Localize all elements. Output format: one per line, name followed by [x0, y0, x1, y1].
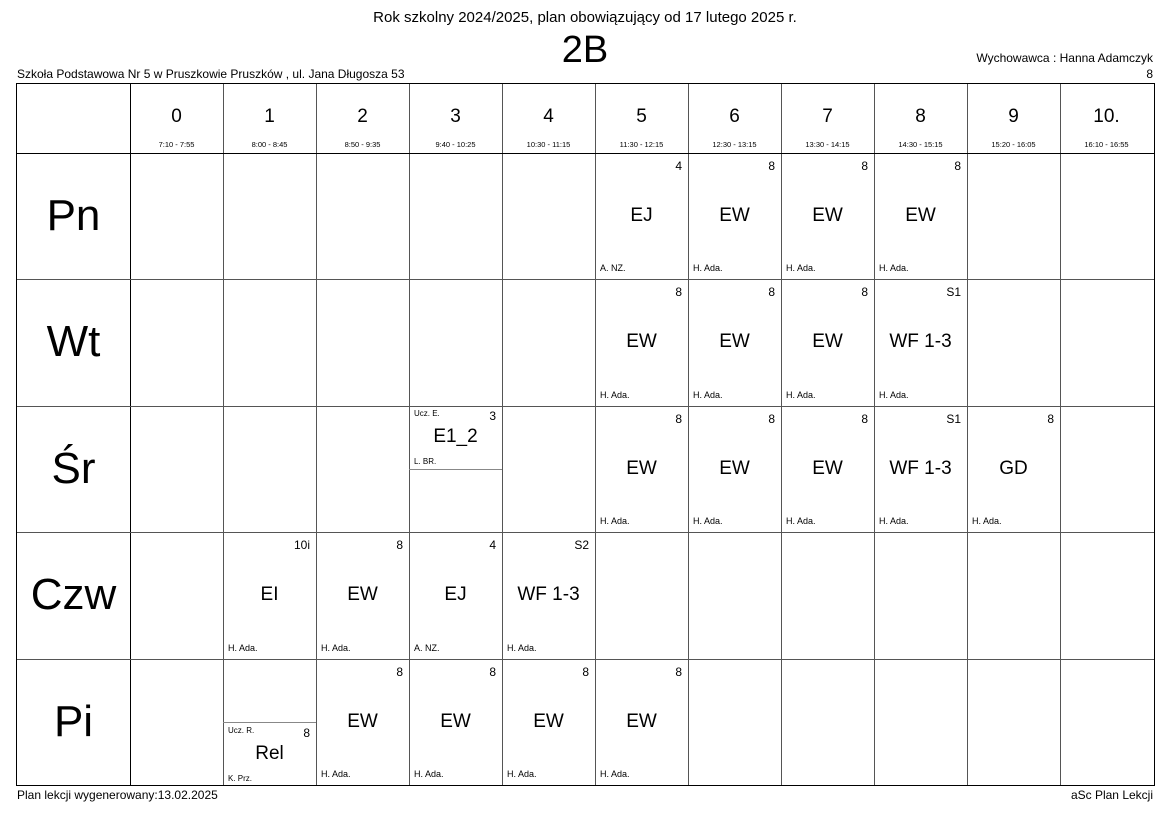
grid-line-horizontal	[17, 153, 1154, 154]
lesson-cell[interactable]	[781, 153, 874, 279]
period-time: 15:20 - 16:05	[991, 140, 1036, 149]
lesson-cell[interactable]	[688, 153, 781, 279]
lesson-subject: EW	[719, 331, 750, 353]
lesson-subject: E1_2	[433, 425, 478, 447]
lesson-cell[interactable]	[502, 532, 595, 658]
day-label: Śr	[51, 443, 96, 493]
lesson-room: 8	[861, 159, 868, 173]
lesson-subject: EJ	[444, 584, 467, 606]
lesson-cell[interactable]	[874, 279, 967, 405]
lesson-teacher: A. NZ.	[414, 642, 440, 653]
lesson-room: 8	[768, 159, 775, 173]
lesson-room: 8	[1047, 411, 1054, 426]
period-header	[1060, 84, 1153, 153]
lesson-cell[interactable]	[874, 406, 967, 532]
lesson-teacher: K. Prz.	[228, 773, 253, 783]
lesson-subject: EW	[626, 331, 657, 353]
period-time: 8:50 - 9:35	[344, 140, 381, 149]
lesson-teacher: H. Ada.	[786, 516, 816, 527]
lesson-cell[interactable]	[502, 659, 595, 785]
day-label: Pn	[46, 191, 101, 240]
lesson-teacher: H. Ada.	[786, 389, 816, 400]
lesson-subject: EI	[260, 584, 279, 606]
lesson-cell[interactable]	[223, 532, 316, 658]
period-time: 10:30 - 11:15	[526, 140, 571, 149]
lesson-room: 3	[489, 408, 496, 423]
lesson-teacher: A. NZ.	[600, 263, 626, 274]
lesson-room: 8	[489, 664, 496, 679]
timetable-grid	[16, 83, 1155, 786]
lesson-subject: WF 1-3	[889, 331, 952, 353]
period-number: 4	[543, 106, 554, 127]
lesson-room: 8	[675, 664, 682, 679]
lesson-cell[interactable]	[781, 279, 874, 405]
period-number: 3	[450, 106, 461, 127]
generated-date: Plan lekcji wygenerowany:13.02.2025	[17, 788, 218, 802]
lesson-teacher: H. Ada.	[693, 516, 723, 527]
grid-line-horizontal	[17, 279, 1154, 280]
lesson-cell[interactable]	[595, 153, 688, 279]
lesson-teacher: H. Ada.	[507, 642, 537, 653]
period-header	[874, 84, 967, 153]
lesson-teacher: H. Ada.	[879, 516, 909, 527]
software-name: aSc Plan Lekcji	[1070, 788, 1153, 802]
period-number: 9	[1008, 106, 1019, 127]
period-header	[502, 84, 595, 153]
lesson-teacher: H. Ada.	[600, 768, 630, 779]
lesson-cell[interactable]	[688, 279, 781, 405]
lesson-room: S1	[946, 285, 961, 300]
lesson-room: 8	[861, 285, 868, 300]
lesson-room: 8	[954, 159, 961, 173]
lesson-cell[interactable]	[409, 659, 502, 785]
lesson-teacher: H. Ada.	[600, 389, 630, 400]
period-header	[316, 84, 409, 153]
lesson-subject: WF 1-3	[517, 584, 580, 606]
lesson-room: 8	[675, 411, 682, 426]
lesson-subject: GD	[999, 457, 1028, 479]
lesson-group: Ucz. R.	[228, 725, 255, 735]
period-number: 10.	[1093, 106, 1120, 127]
period-header	[130, 84, 223, 153]
lesson-subject: EW	[347, 710, 378, 732]
period-time: 16:10 - 16:55	[1084, 140, 1129, 149]
period-number: 1	[264, 106, 275, 127]
lesson-subject: EW	[905, 205, 936, 226]
homeroom-number: 8	[1146, 67, 1153, 81]
lesson-cell[interactable]	[409, 532, 502, 658]
period-number: 5	[636, 106, 647, 127]
lesson-cell[interactable]	[409, 406, 502, 532]
lesson-subject: EW	[347, 584, 378, 606]
lesson-cell[interactable]	[595, 659, 688, 785]
lesson-room: 8	[303, 725, 310, 740]
lesson-room: S1	[946, 411, 961, 426]
lesson-teacher: H. Ada.	[414, 768, 444, 779]
lesson-teacher: L. BR.	[414, 456, 437, 466]
lesson-subject: EW	[440, 710, 471, 732]
period-time: 11:30 - 12:15	[619, 140, 664, 149]
lesson-room: 8	[396, 538, 403, 553]
period-header	[223, 84, 316, 153]
lesson-cell[interactable]	[316, 532, 409, 658]
period-time: 13:30 - 14:15	[805, 140, 850, 149]
lesson-room: 8	[861, 411, 868, 426]
lesson-subject: EJ	[630, 205, 653, 226]
lesson-cell[interactable]	[781, 406, 874, 532]
period-time: 9:40 - 10:25	[435, 140, 476, 149]
lesson-room: 10i	[293, 538, 310, 553]
period-header	[781, 84, 874, 153]
lesson-teacher: H. Ada.	[879, 389, 909, 400]
period-number: 6	[729, 106, 740, 127]
lesson-cell[interactable]	[688, 406, 781, 532]
lesson-teacher: H. Ada.	[693, 263, 723, 274]
lesson-cell[interactable]	[874, 153, 967, 279]
lesson-subject: EW	[812, 205, 843, 226]
lesson-room: 4	[489, 538, 496, 553]
lesson-room: 8	[396, 664, 403, 679]
lesson-teacher: H. Ada.	[507, 768, 537, 779]
period-number: 7	[822, 106, 833, 127]
period-time: 8:00 - 8:45	[251, 140, 288, 149]
period-header	[967, 84, 1060, 153]
lesson-teacher: H. Ada.	[972, 516, 1002, 527]
lesson-group: Ucz. E.	[414, 408, 440, 418]
homeroom-teacher: Wychowawca : Hanna Adamczyk	[976, 51, 1153, 65]
lesson-subject: EW	[626, 457, 657, 479]
lesson-teacher: H. Ada.	[786, 263, 816, 274]
lesson-room: 8	[768, 285, 775, 300]
grid-line-vertical	[130, 84, 131, 785]
lesson-room: S2	[574, 538, 589, 553]
period-header	[688, 84, 781, 153]
lesson-cell[interactable]	[967, 406, 1060, 532]
grid-line-vertical	[1060, 84, 1061, 785]
lesson-subject: Rel	[255, 742, 284, 764]
lesson-subject: EW	[533, 710, 564, 732]
split-lesson[interactable]	[223, 722, 316, 785]
day-label: Wt	[46, 317, 101, 367]
period-number: 8	[915, 106, 926, 127]
day-label: Czw	[30, 570, 117, 620]
period-time: 7:10 - 7:55	[158, 140, 195, 149]
lesson-cell[interactable]	[316, 659, 409, 785]
timetable-subtitle: Rok szkolny 2024/2025, plan obowiązujący od 17 lutego 2025 r.	[373, 9, 797, 26]
lesson-subject: EW	[812, 331, 843, 353]
lesson-room: 8	[582, 664, 589, 679]
lesson-subject: EW	[719, 457, 750, 479]
lesson-teacher: H. Ada.	[321, 768, 351, 779]
school-name: Szkoła Podstawowa Nr 5 w Pruszkowie Pruszków , ul. Jana Długosza 53	[17, 67, 405, 81]
lesson-subject: EW	[719, 205, 750, 226]
period-header	[409, 84, 502, 153]
lesson-room: 8	[768, 411, 775, 426]
lesson-teacher: H. Ada.	[321, 642, 351, 653]
lesson-subject: EW	[812, 457, 843, 479]
split-lesson[interactable]	[409, 406, 502, 470]
lesson-subject: WF 1-3	[889, 457, 952, 479]
period-time: 12:30 - 13:15	[712, 140, 757, 149]
lesson-room: 8	[675, 285, 682, 300]
lesson-cell[interactable]	[223, 659, 316, 785]
period-number: 2	[357, 106, 368, 127]
period-number: 0	[171, 106, 182, 127]
class-title: 2B	[561, 29, 609, 71]
period-time: 14:30 - 15:15	[898, 140, 943, 149]
lesson-teacher: H. Ada.	[879, 263, 909, 274]
day-label: Pi	[53, 696, 94, 746]
lesson-cell[interactable]	[595, 406, 688, 532]
period-header	[595, 84, 688, 153]
lesson-subject: EW	[626, 710, 657, 732]
lesson-teacher: H. Ada.	[600, 516, 630, 527]
lesson-cell[interactable]	[595, 279, 688, 405]
lesson-teacher: H. Ada.	[693, 389, 723, 400]
lesson-room: 4	[675, 159, 682, 173]
lesson-teacher: H. Ada.	[228, 642, 258, 653]
